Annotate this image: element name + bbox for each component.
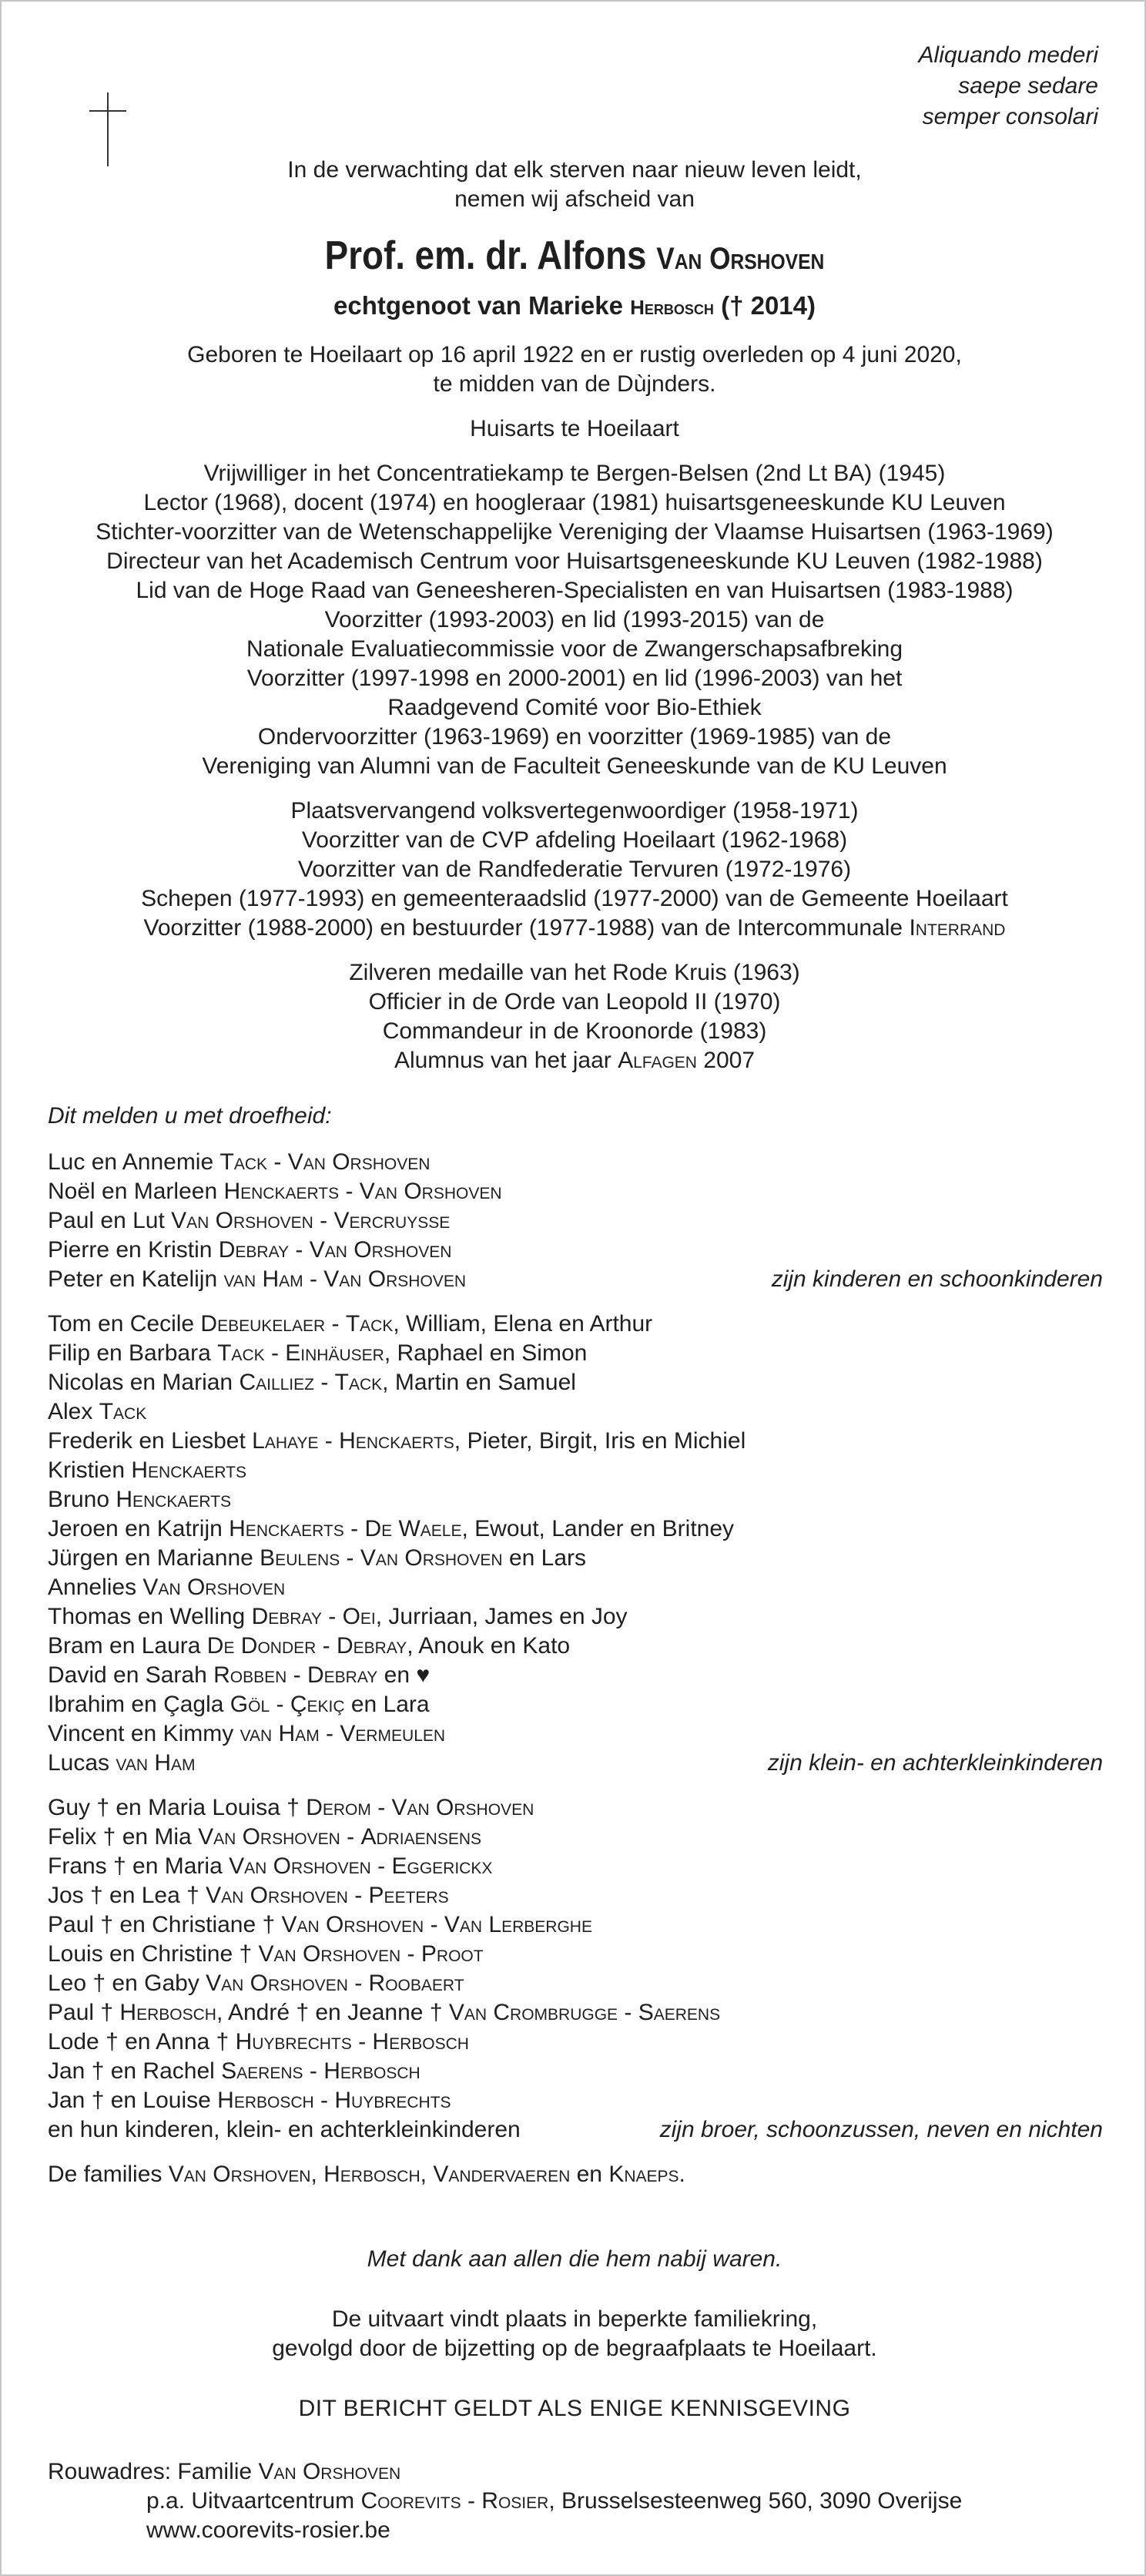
- surname: Van Orshoven: [142, 1575, 286, 1600]
- family-member-names: De families Van Orshoven, Herbosch, Vandervaeren en Knaeps.: [48, 2162, 685, 2187]
- function-line: Ondervoorzitter (1963-1969) en voorzitter (1969-1985) van de: [257, 724, 892, 750]
- family-member-names: Thomas en Welling Debray - Oei, Jurriaan, James en Joy: [48, 1604, 628, 1629]
- surname: Tack: [219, 1149, 268, 1175]
- surname: Çekiç: [290, 1692, 345, 1717]
- intro-line: In de verwachting dat elk sterven naar nieuw leven leidt,: [287, 157, 862, 183]
- surname: Debray: [218, 1237, 290, 1263]
- family-member-names: Lucas van Ham: [48, 1750, 196, 1776]
- family-relation-label: zijn kinderen en schoonkinderen: [771, 1266, 1103, 1292]
- family-member-names: Jan † en Louise Herbosch - Huybrechts: [48, 2088, 451, 2113]
- family-member-line: [48, 1514, 1103, 1544]
- surname: Van Crombrugge: [448, 2000, 618, 2025]
- family-member-names: Paul en Lut Van Orshoven - Vercruysse: [48, 1208, 451, 1233]
- family-member-names: Ibrahim en Çagla Göl - Çekiç en Lara: [48, 1692, 430, 1717]
- function-line: Nationale Evaluatiecommissie voor de Zwangerschapsafbreking: [246, 636, 903, 662]
- family-member-line: [48, 1998, 1103, 2028]
- family-relation-label: zijn klein- en achterkleinkinderen: [767, 1750, 1103, 1776]
- surname: Knaeps: [608, 2162, 679, 2187]
- surname: Herbosch: [217, 2088, 314, 2113]
- surname: Cailliez: [239, 1370, 314, 1395]
- family-member-line: [48, 2028, 1103, 2057]
- spouse-prefix: echtgenoot van Marieke: [333, 291, 631, 320]
- surname: De Donder: [206, 1633, 317, 1659]
- functions-group: [2, 414, 1146, 444]
- surname: Vercruysse: [333, 1208, 451, 1233]
- family-member-line: [48, 1573, 1103, 1602]
- function-line: Voorzitter (1988-2000) en bestuurder (1977-1988) van de Intercommunale Interrand: [143, 915, 1006, 941]
- surname: Debray: [251, 1604, 322, 1629]
- surname: Herbosch: [323, 2162, 421, 2187]
- family-member-line: [48, 1969, 1103, 1998]
- surname: Debray: [336, 1633, 407, 1659]
- surname: Saerens: [638, 2000, 721, 2025]
- family-member-line: [48, 1427, 1103, 1456]
- family-member-line: [48, 1368, 1103, 1397]
- function-line: Voorzitter (1993-2003) en lid (1993-2015) van de: [324, 607, 825, 632]
- address-label: Rouwadres:: [48, 2459, 178, 2484]
- family-member-names: Nicolas en Marian Cailliez - Tack, Martin en Samuel: [48, 1370, 576, 1395]
- surname: Van Orshoven: [391, 1795, 534, 1820]
- surname: Herbosch: [323, 2058, 421, 2084]
- family-member-line: [48, 2160, 1103, 2189]
- function-line: Officier in de Orde van Leopold II (1970): [368, 989, 781, 1015]
- surname: Oei: [342, 1604, 376, 1629]
- surname: Henckaerts: [131, 1457, 247, 1483]
- family-relation-label: zijn broer, schoonzussen, neven en nichten: [659, 2117, 1103, 2142]
- family-member-names: Jürgen en Marianne Beulens - Van Orshoven en Lars: [48, 1545, 587, 1571]
- deceased-surname: Van Orshoven: [656, 242, 825, 276]
- function-line: Commandeur in de Kroonorde (1983): [382, 1018, 767, 1044]
- family-member-names: David en Sarah Robben - Debray en ♥: [48, 1662, 431, 1688]
- deceased-name: [70, 231, 1078, 283]
- function-line: Vrijwilliger in het Concentratiekamp te Bergen-Belsen (2nd Lt BA) (1945): [203, 461, 946, 486]
- functions-group: [2, 958, 1146, 1075]
- surname: Van Orshoven: [258, 2459, 401, 2484]
- announcement: Dit melden u met droefheid:: [48, 1103, 332, 1129]
- surname: Tack: [345, 1311, 394, 1337]
- family-member-names: Kristien Henckaerts: [48, 1457, 247, 1483]
- surname: Lahaye: [252, 1428, 319, 1454]
- surname: Henckaerts: [229, 1516, 344, 1541]
- surname: Adriaensens: [360, 1824, 482, 1850]
- function-line: Plaatsvervangend volksvertegenwoordiger (1958-1971): [290, 798, 859, 823]
- birth-death-text: [2, 340, 1146, 399]
- family-member-names: Louis en Christine † Van Orshoven - Proot: [48, 1941, 484, 1967]
- function-line: Huisarts te Hoeilaart: [470, 416, 679, 441]
- surname: Van Orshoven: [206, 1971, 348, 1996]
- family-member-names: Pierre en Kristin Debray - Van Orshoven: [48, 1237, 452, 1263]
- mourning-address: [48, 2457, 962, 2545]
- website-link[interactable]: www.coorevits-rosier.be: [146, 2517, 390, 2543]
- surname: Robben: [213, 1662, 287, 1688]
- surname: Huybrechts: [334, 2088, 451, 2113]
- family-member-line: [48, 1881, 1103, 1910]
- surname: Henckaerts: [223, 1179, 340, 1204]
- surname: Van Orshoven: [229, 1853, 371, 1879]
- surname: van Ham: [223, 1266, 303, 1292]
- functions-list: [2, 414, 1146, 1091]
- family-group: [48, 1148, 1103, 1294]
- family-list: [48, 1148, 1103, 2205]
- surname: Vandervaeren: [433, 2162, 571, 2187]
- thanks-text: Met dank aan allen die hem nabij waren.: [367, 2246, 782, 2272]
- surname: Vermeulen: [340, 1721, 446, 1746]
- surname: van Ham: [116, 1750, 196, 1776]
- family-group: [48, 1793, 1103, 2145]
- family-member-line: [48, 1690, 1103, 1719]
- family-member-line: [48, 1852, 1103, 1881]
- surname: Saerens: [221, 2058, 303, 2084]
- function-line: Directeur van het Academisch Centrum voor Huisartsgeneeskunde KU Leuven (1982-1988): [106, 548, 1043, 574]
- surname: Debeukelaer: [200, 1311, 326, 1337]
- family-member-line: [48, 1940, 1103, 1969]
- function-line: Stichter-voorzitter van de Wetenschappelijke Vereniging der Vlaamse Huisartsen (1963-1969): [96, 519, 1054, 545]
- family-member-line: [48, 1910, 1103, 1940]
- surname: De Waele: [364, 1516, 462, 1541]
- family-member-names: Frederik en Liesbet Lahaye - Henckaerts, Pieter, Birgit, Iris en Michiel: [48, 1428, 746, 1454]
- family-member-line: [48, 1397, 1103, 1427]
- family-member-line: [48, 1177, 1103, 1206]
- family-member-names: en hun kinderen, klein- en achterkleinkinderen: [48, 2117, 521, 2142]
- family-group: [48, 2160, 1103, 2189]
- surname: Van Orshoven: [206, 1883, 348, 1908]
- family-member-names: Filip en Barbara Tack - Einhäuser, Raphael en Simon: [48, 1340, 588, 1366]
- family-member-names: Bruno Henckaerts: [48, 1487, 232, 1512]
- family-member-names: Bram en Laura De Donder - Debray, Anouk en Kato: [48, 1633, 571, 1659]
- family-member-line: [48, 2086, 1103, 2115]
- family-member-names: Jan † en Rachel Saerens - Herbosch: [48, 2058, 421, 2084]
- surname: Huybrechts: [235, 2029, 352, 2054]
- surname: Tack: [217, 1340, 265, 1366]
- family-member-line: [48, 1485, 1103, 1514]
- surname: Göl: [230, 1692, 270, 1717]
- family-member-names: Tom en Cecile Debeukelaer - Tack, William, Elena en Arthur: [48, 1311, 653, 1337]
- surname: Van Orshoven: [360, 1545, 503, 1571]
- family-member-names: Jeroen en Katrijn Henckaerts - De Waele, Ewout, Lander en Britney: [48, 1516, 735, 1541]
- notice-text: DIT BERICHT GELDT ALS ENIGE KENNISGEVING: [298, 2396, 851, 2421]
- family-member-names: Noël en Marleen Henckaerts - Van Orshoven: [48, 1179, 502, 1204]
- family-member-names: Paul † Herbosch, André † en Jeanne † Van Crombrugge - Saerens: [48, 2000, 721, 2025]
- intro-line: nemen wij afscheid van: [454, 186, 695, 212]
- family-member-names: Peter en Katelijn van Ham - Van Orshoven: [48, 1266, 466, 1292]
- surname: Van Orshoven: [198, 1824, 340, 1850]
- family-member-line: [48, 1206, 1103, 1236]
- surname: Derom: [306, 1795, 371, 1820]
- surname: Debray: [307, 1662, 378, 1688]
- surname: Roobaert: [368, 1971, 464, 1996]
- surname: Coorevits: [360, 2488, 461, 2514]
- surname: Tack: [99, 1399, 147, 1424]
- surname: Proot: [421, 1941, 484, 1967]
- function-line: Voorzitter van de Randfederatie Tervuren (1972-1976): [297, 857, 852, 882]
- motto-line: Aliquando mederi: [918, 42, 1098, 68]
- surname: Peeters: [368, 1883, 449, 1908]
- functions-group: [2, 797, 1146, 943]
- surname: Van Lerberghe: [444, 1912, 592, 1937]
- surname: Van Orshoven: [287, 1149, 431, 1175]
- family-member-line: [48, 1236, 1103, 1265]
- family-member-line: [48, 1749, 1103, 1778]
- motto: [919, 40, 1098, 132]
- function-line: Lid van de Hoge Raad van Geneesheren-Specialisten en van Huisartsen (1983-1988): [136, 578, 1014, 603]
- intro-text: [2, 156, 1146, 214]
- functions-group: [2, 459, 1146, 781]
- family-member-line: [48, 1456, 1103, 1485]
- function-line: Voorzitter van de CVP afdeling Hoeilaart (1962-1968): [301, 827, 848, 853]
- surname: Alfagen: [618, 1048, 697, 1073]
- surname: Van Orshoven: [309, 1237, 452, 1263]
- surname: Henckaerts: [339, 1428, 454, 1454]
- family-member-line: [48, 1793, 1103, 1823]
- family-member-names: Lode † en Anna † Huybrechts - Herbosch: [48, 2029, 469, 2054]
- family-member-line: [48, 1310, 1103, 1339]
- surname: Herbosch: [119, 2000, 216, 2025]
- family-member-names: Leo † en Gaby Van Orshoven - Roobaert: [48, 1971, 464, 1996]
- family-group: [48, 1310, 1103, 1778]
- function-line: Zilveren medaille van het Rode Kruis (1963): [349, 960, 800, 985]
- surname: Van Orshoven: [281, 1912, 424, 1937]
- family-member-line: [48, 1339, 1103, 1368]
- surname: Beulens: [260, 1545, 340, 1571]
- family-member-names: Jos † en Lea † Van Orshoven - Peeters: [48, 1883, 449, 1908]
- surname: Einhäuser: [285, 1340, 384, 1366]
- address-value: Familie Van Orshoven: [177, 2459, 401, 2484]
- surname: Tack: [334, 1370, 383, 1395]
- function-line: Vereniging van Alumni van de Faculteit Geneeskunde van de KU Leuven: [202, 753, 947, 779]
- family-member-names: Annelies Van Orshoven: [48, 1575, 286, 1600]
- surname: Van Orshoven: [323, 1266, 466, 1292]
- surname: Eggerickx: [391, 1853, 493, 1879]
- function-line: Lector (1968), docent (1974) en hoogleraar (1981) huisartsgeneeskunde KU Leuven: [143, 490, 1006, 515]
- family-member-names: Felix † en Mia Van Orshoven - Adriaensens: [48, 1824, 482, 1850]
- surname: Van Orshoven: [359, 1179, 502, 1204]
- surname: Van Orshoven: [258, 1941, 401, 1967]
- motto-line: saepe sedare: [958, 73, 1098, 99]
- address-line: p.a. Uitvaartcentrum Coorevits - Rosier, Brusselsesteenweg 560, 3090 Overijse: [146, 2488, 963, 2514]
- family-member-names: Frans † en Maria Van Orshoven - Eggerickx: [48, 1853, 493, 1879]
- funeral-text: [2, 2305, 1146, 2363]
- surname: Van Orshoven: [171, 1208, 313, 1233]
- family-member-line: [48, 1602, 1103, 1632]
- surname: Rosier: [481, 2488, 549, 2514]
- surname: Henckaerts: [116, 1487, 232, 1512]
- birth-line: Geboren te Hoeilaart op 16 april 1922 en er rustig overleden op 4 juni 2020,: [187, 342, 962, 367]
- spouse-surname: Herbosch: [630, 296, 714, 319]
- function-line: Schepen (1977-1993) en gemeenteraadslid (1977-2000) van de Gemeente Hoeilaart: [141, 886, 1008, 911]
- family-member-line: [48, 1632, 1103, 1661]
- family-member-line: [48, 2057, 1103, 2086]
- family-member-names: Paul † en Christiane † Van Orshoven - Van Lerberghe: [48, 1912, 592, 1937]
- function-line: Voorzitter (1997-1998 en 2000-2001) en lid (1996-2003) van het: [246, 666, 903, 691]
- family-member-line: [48, 2115, 1103, 2145]
- surname: Interrand: [909, 915, 1006, 941]
- spouse-line: [2, 290, 1146, 324]
- surname: Van Orshoven: [168, 2162, 311, 2187]
- family-member-names: Guy † en Maria Louisa † Derom - Van Orshoven: [48, 1795, 534, 1820]
- family-member-names: Vincent en Kimmy van Ham - Vermeulen: [48, 1721, 446, 1746]
- family-member-line: [48, 1661, 1103, 1690]
- function-line: Alumnus van het jaar Alfagen 2007: [394, 1048, 756, 1073]
- deceased-given-name: Prof. em. dr. Alfons: [324, 233, 657, 278]
- family-member-names: Luc en Annemie Tack - Van Orshoven: [48, 1149, 431, 1175]
- function-line: Raadgevend Comité voor Bio-Ethiek: [387, 695, 762, 720]
- family-member-line: [48, 1544, 1103, 1573]
- motto-line: semper consolari: [922, 104, 1098, 129]
- surname: van Ham: [240, 1721, 320, 1746]
- address-line: [48, 2457, 962, 2487]
- funeral-line: gevolgd door de bijzetting op de begraafplaats te Hoeilaart.: [272, 2336, 877, 2361]
- funeral-line: De uitvaart vindt plaats in beperkte familiekring,: [331, 2306, 818, 2332]
- spouse-suffix: († 2014): [713, 291, 816, 320]
- family-member-line: [48, 1265, 1103, 1294]
- family-member-names: Alex Tack: [48, 1399, 147, 1424]
- family-member-line: [48, 1719, 1103, 1749]
- family-member-line: [48, 1148, 1103, 1177]
- family-member-line: [48, 1823, 1103, 1852]
- birth-line: te midden van de Dùjnders.: [433, 371, 716, 397]
- surname: Herbosch: [372, 2029, 469, 2054]
